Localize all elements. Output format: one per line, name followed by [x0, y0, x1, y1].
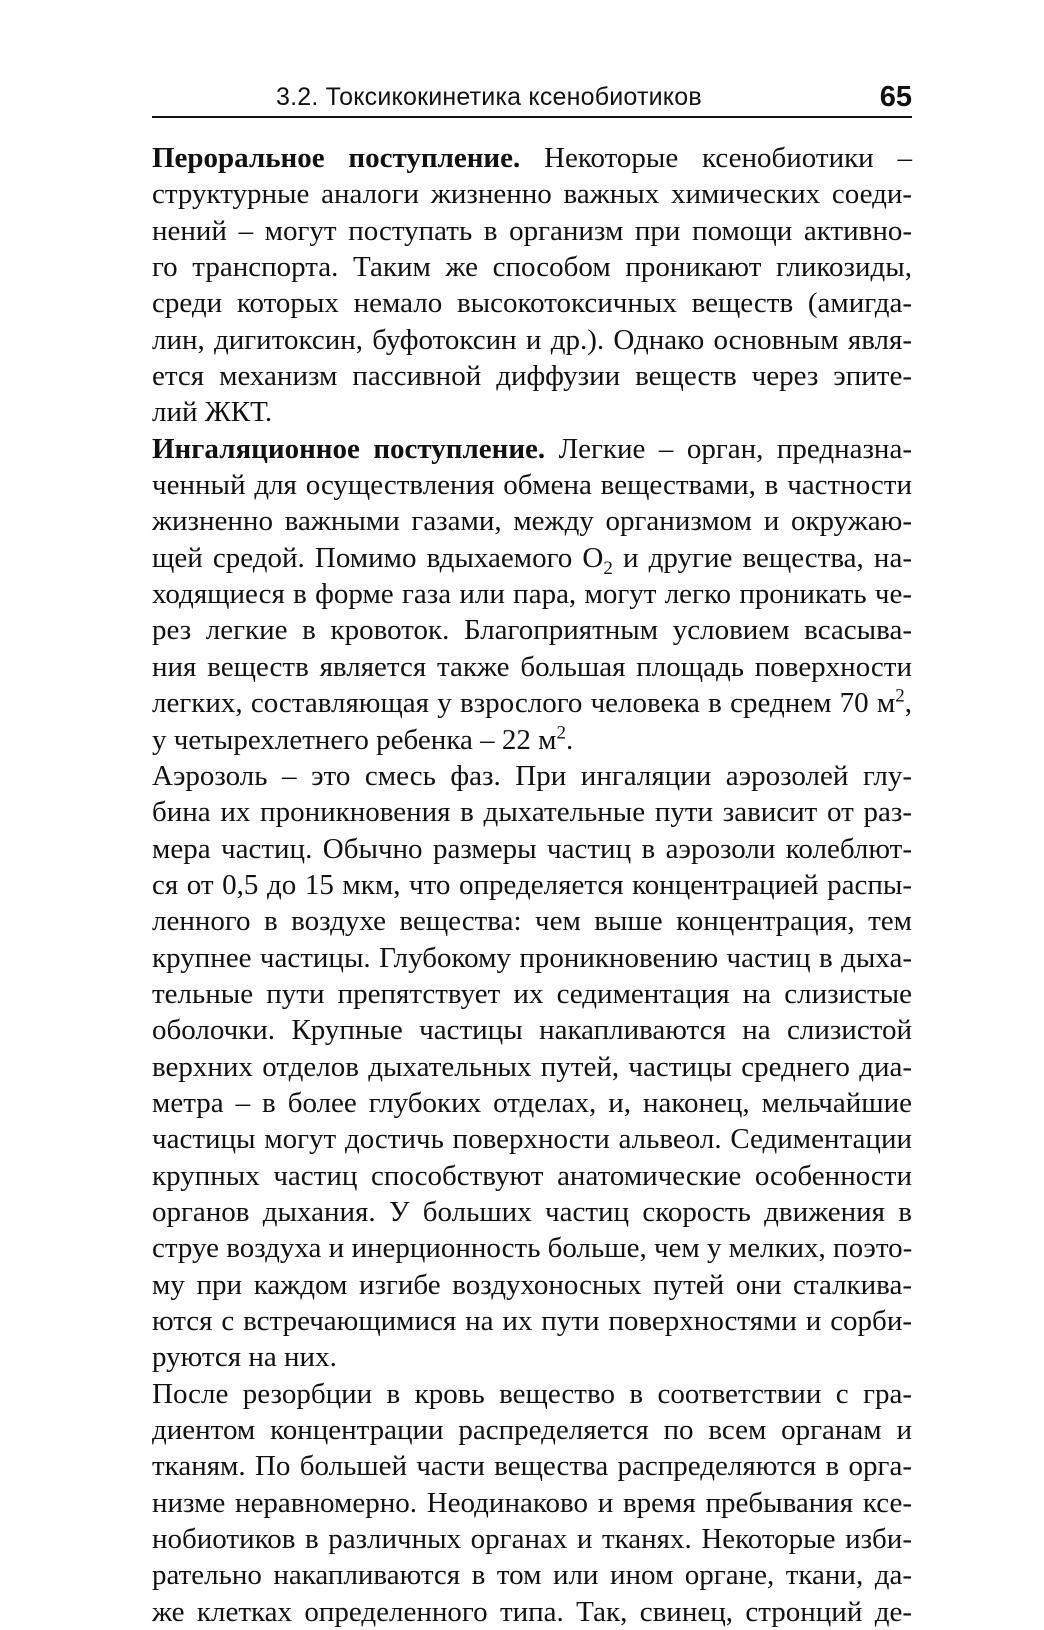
- text-line: рательно накапливаются в том или ином органе, ткани, да-: [152, 1559, 912, 1592]
- text-line: ходящиеся в форме газа или пара, могут легко проникать че-: [152, 578, 912, 611]
- text-line: го транспорта. Таким же способом проникают гликозиды,: [152, 251, 912, 284]
- text-line: органов дыхания. У больших частиц скорость движения в: [152, 1195, 912, 1228]
- superscript-2: 2: [556, 721, 566, 743]
- text-line: ния веществ является также большая площадь поверхности: [152, 650, 912, 683]
- text-line: же клетках определенного типа. Так, свинец, стронций де-: [152, 1595, 912, 1628]
- text-line: нений – могут поступать в организм при помощи активно-: [152, 214, 912, 247]
- text-line: му при каждом изгибе воздухоносных путей они сталкива-: [152, 1268, 912, 1301]
- book-page: [152, 70, 912, 1630]
- text-line: лий ЖКТ.: [152, 396, 273, 429]
- page-number: 65: [879, 81, 912, 113]
- text-line: структурные аналоги жизненно важных химических соеди-: [152, 178, 912, 211]
- text-line: нобиотиков в различных органах и тканях. Некоторые изби-: [152, 1523, 912, 1556]
- text-line: После резорбции в кровь вещество в соответствии с гра-: [152, 1377, 912, 1410]
- text-line: у четырехлетнего ребенка – 22 $м^2$.: [152, 721, 574, 756]
- text-line: рез легкие в кровоток. Благоприятным условием всасыва-: [152, 614, 912, 647]
- body-text: [152, 140, 912, 1630]
- text-line: ленного в воздухе вещества: чем выше концентрация, тем: [152, 905, 912, 938]
- text-line: ется механизм пассивной диффузии веществ через эпите-: [152, 360, 912, 393]
- superscript-2: 2: [895, 685, 905, 707]
- text-line: бина их проникновения в дыхательные пути зависит от раз-: [152, 796, 912, 829]
- running-header: [152, 70, 912, 118]
- paragraph-aerosol: [152, 758, 912, 1376]
- text-line: ся от 0,5 до 15 мкм, что определяется концентрацией распы-: [152, 868, 912, 901]
- text-line: верхних отделов дыхательных путей, частицы среднего диа-: [152, 1050, 912, 1083]
- text-line: крупнее частицы. Глубокому проникновению частиц в дыха-: [152, 941, 912, 974]
- text-line: Пероральное поступление. Некоторые ксенобиотики –: [152, 142, 912, 174]
- paragraph-distribution: [152, 1376, 912, 1630]
- paragraph-inhalation-intake: [152, 431, 912, 758]
- text-line: метра – в более глубоких отделах, и, наконец, мельчайшие: [152, 1086, 912, 1119]
- running-title: 3.2. Токсикокинетика ксенобиотиков: [276, 83, 702, 111]
- text-line: тельные пути препятствует их седиментация на слизистые: [152, 977, 912, 1010]
- text-line: диентом концентрации распределяется по всем органам и: [152, 1414, 912, 1447]
- text-line: Ингаляционное поступление. Легкие – орган, предназна-: [152, 432, 912, 465]
- text-line: оболочки. Крупные частицы накапливаются на слизистой: [152, 1014, 912, 1047]
- text-line: жизненно важными газами, между организмом и окружаю-: [152, 505, 912, 538]
- text-line: руются на них.: [152, 1341, 337, 1374]
- text-line: Аэрозоль – это смесь фаз. При ингаляции аэрозолей глу-: [152, 759, 912, 792]
- text-line: мера частиц. Обычно размеры частиц в аэрозоли колеблют-: [152, 832, 912, 865]
- text-line: легких, составляющая у взрослого человека в среднем 70 $м^2$,: [152, 685, 912, 720]
- subscript-2: 2: [603, 557, 613, 579]
- text-line: крупных частиц способствуют анатомические особенности: [152, 1159, 912, 1192]
- paragraph-oral-intake: [152, 140, 912, 431]
- text-line: лин, дигитоксин, буфотоксин и др.). Однако основным явля-: [152, 323, 912, 356]
- text-line: среди которых немало высокотоксичных веществ (амигда-: [152, 287, 912, 320]
- text-line: частицы могут достичь поверхности альвеол. Седиментации: [152, 1123, 912, 1156]
- paragraph-lead: Пероральное поступление.: [152, 142, 521, 174]
- text-line: низме неравномерно. Неодинаково и время пребывания ксе-: [152, 1486, 912, 1519]
- text-line: тканям. По большей части вещества распределяются в орга-: [152, 1450, 912, 1483]
- text-line: струе воздуха и инерционность больше, чем у мелких, поэто-: [152, 1232, 913, 1265]
- text-line: ченный для осуществления обмена веществами, в частности: [152, 469, 912, 502]
- text-line: ются с встречающимися на их пути поверхностями и сорби-: [152, 1305, 912, 1337]
- paragraph-lead: Ингаляционное поступление.: [152, 432, 546, 465]
- text-line: щей средой. Помимо вдыхаемого $O_2$ и другие вещества, на-: [152, 541, 912, 579]
